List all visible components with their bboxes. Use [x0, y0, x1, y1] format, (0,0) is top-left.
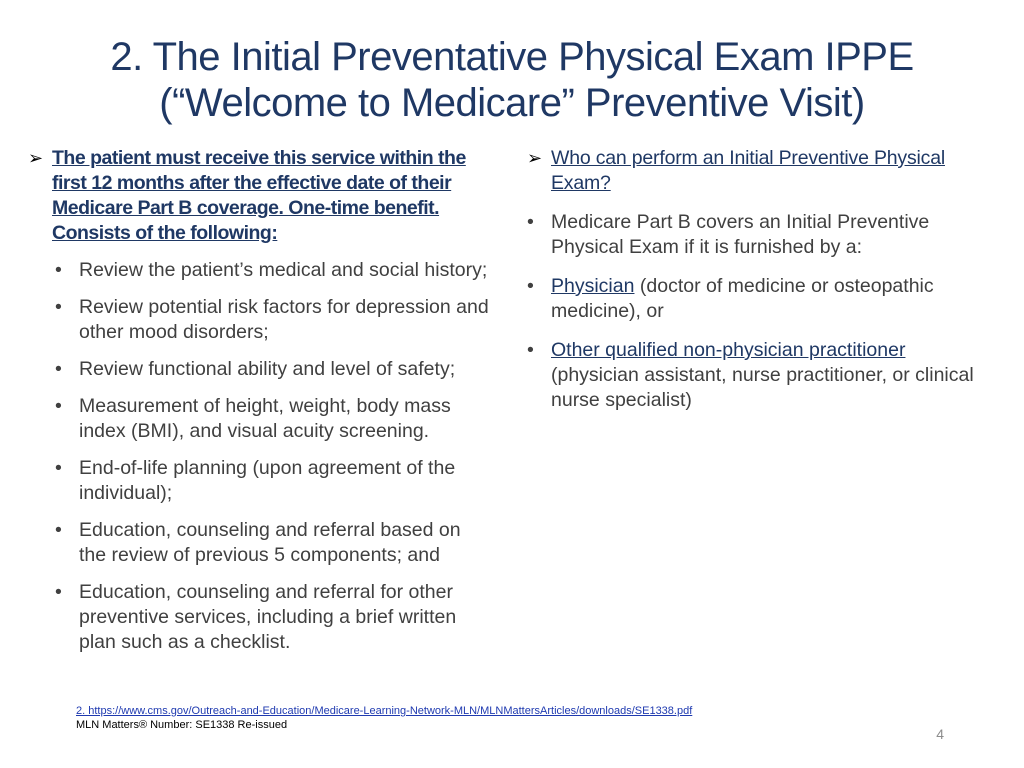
- left-lead: [28, 146, 490, 246]
- left-bullet-list: [28, 258, 490, 655]
- list-item-text: Education, counseling and referral based on the review of previous 5 components; and: [79, 519, 461, 566]
- list-item: [28, 295, 490, 345]
- list-item-text: End-of-life planning (upon agreement of the individual);: [79, 457, 456, 504]
- list-item-text: Review functional ability and level of safety;: [79, 358, 456, 380]
- bullet-icon: •: [527, 211, 534, 233]
- footnote: [76, 704, 692, 732]
- slide-title: [60, 34, 964, 126]
- bullet-icon: •: [55, 395, 62, 417]
- list-item: [28, 518, 490, 568]
- list-item: [28, 456, 490, 506]
- right-lead-text: Who can perform an Initial Preventive Physical Exam?: [551, 147, 945, 194]
- list-item: [527, 274, 982, 324]
- list-item: [28, 357, 490, 382]
- left-column: [28, 146, 490, 655]
- slide-title-line-1: 2. The Initial Preventative Physical Exam IPPE: [110, 35, 914, 79]
- physician-description: (doctor of medicine or osteopathic medicine), or: [551, 275, 934, 322]
- slide-title-line-2: (“Welcome to Medicare” Preventive Visit): [159, 81, 865, 125]
- page-number: 4: [936, 726, 944, 742]
- list-item-text: [551, 274, 982, 324]
- right-column: [527, 146, 982, 413]
- list-item: [527, 338, 982, 413]
- practitioner-term: Other qualified non-physician practitioner: [551, 339, 906, 361]
- bullet-icon: •: [55, 296, 62, 318]
- bullet-icon: •: [55, 358, 62, 380]
- arrow-bullet-icon: ➢: [527, 148, 543, 168]
- list-item-text: [551, 338, 982, 413]
- list-item-text: Review the patient’s medical and social history;: [79, 259, 488, 281]
- physician-term: Physician: [551, 275, 635, 297]
- list-item-text: Review potential risk factors for depression and other mood disorders;: [79, 296, 489, 343]
- left-lead-text: The patient must receive this service within the first 12 months after the effective date of their Medicare Part B coverage. One-time benefit. Consists of the following:: [52, 147, 466, 244]
- bullet-icon: •: [55, 259, 62, 281]
- list-item: [28, 580, 490, 655]
- bullet-icon: •: [527, 339, 534, 361]
- right-bullet-list: [527, 210, 982, 413]
- bullet-icon: •: [55, 457, 62, 479]
- bullet-icon: •: [527, 275, 534, 297]
- list-item: [28, 258, 490, 283]
- list-item-text: Education, counseling and referral for other preventive services, including a brief written plan such as a checklist.: [79, 581, 457, 653]
- right-lead: [527, 146, 982, 196]
- list-item: [28, 394, 490, 444]
- source-link[interactable]: 2. https://www.cms.gov/Outreach-and-Education/Medicare-Learning-Network-MLN/MLNMattersArticles/downloads/SE1338.pdf: [76, 705, 693, 717]
- bullet-icon: •: [55, 581, 62, 603]
- source-note: MLN Matters® Number: SE1338 Re-issued: [76, 719, 288, 731]
- arrow-bullet-icon: ➢: [28, 148, 44, 168]
- bullet-icon: •: [55, 519, 62, 541]
- practitioner-description: (physician assistant, nurse practitioner, or clinical nurse specialist): [551, 364, 974, 411]
- list-item-text: Measurement of height, weight, body mass index (BMI), and visual acuity screening.: [79, 395, 451, 442]
- list-item: [527, 210, 982, 260]
- list-item-text: Medicare Part B covers an Initial Preventive Physical Exam if it is furnished by a:: [551, 211, 930, 258]
